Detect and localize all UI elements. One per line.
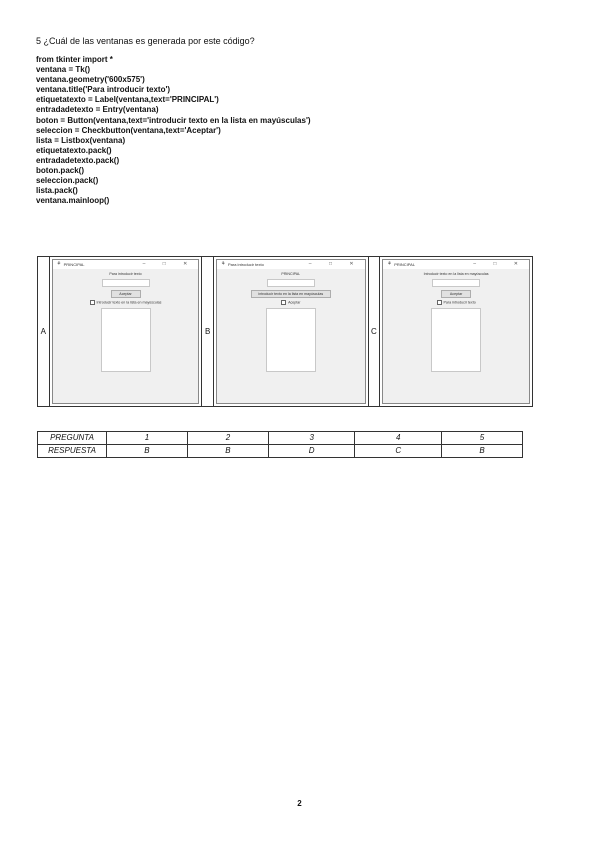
question-row: [38, 432, 523, 445]
code-line: seleccion = Checkbutton(ventana,text='Aceptar'): [36, 125, 221, 135]
window-titlebar: [383, 260, 529, 269]
page-number: 2: [297, 799, 302, 808]
option-window-b: [214, 257, 369, 407]
window-listbox: [101, 308, 151, 372]
question-number: 1: [107, 432, 188, 445]
code-line: ventana = Tk(): [36, 65, 91, 75]
window-title: PRINCIPAL: [63, 262, 85, 267]
code-line: lista = Listbox(ventana): [36, 135, 126, 145]
code-line: boton = Button(ventana,text='introducir texto en la lista en mayúsculas'): [36, 115, 311, 125]
window-controls: – □ ✕: [473, 261, 526, 267]
question-number: 2: [187, 432, 268, 445]
window-button: introducir texto en la lista en mayúsculas: [251, 290, 331, 298]
window-titlebar: [217, 260, 365, 269]
window-controls: – □ ✕: [142, 261, 196, 267]
option-letter-b: B: [202, 257, 214, 407]
code-line: entradadetexto.pack(): [36, 155, 120, 165]
window-label: Introducir texto en la lista en mayúsculas: [423, 272, 489, 276]
code-line: boton.pack(): [36, 166, 84, 176]
code-line: from tkinter import *: [36, 55, 113, 64]
window-button: Aceptar: [111, 290, 141, 298]
answers-table: [37, 431, 523, 458]
window-entry: [432, 279, 480, 287]
checkbox-icon: [437, 300, 442, 305]
window-checkbutton: [53, 300, 199, 305]
code-line: entradadetexto = Entry(ventana): [36, 105, 159, 115]
respuesta-header: RESPUESTA: [38, 445, 107, 458]
window-checkbutton: [217, 300, 365, 305]
window-title: PRINCIPAL: [394, 262, 416, 267]
window-label: PRINCIPAL: [281, 272, 301, 276]
window-listbox: [431, 308, 481, 372]
window-button: Aceptar: [441, 290, 471, 298]
response-cell[interactable]: D: [268, 445, 355, 458]
window-controls: – □ ✕: [308, 261, 362, 267]
response-row: [38, 445, 523, 458]
option-letter-c: C: [368, 257, 380, 407]
feather-icon: ⚘: [221, 261, 226, 267]
window-listbox: [266, 308, 316, 372]
code-line: ventana.title('Para introducir texto'): [36, 85, 171, 95]
checkbox-icon: [281, 300, 286, 305]
code-line: ventana.geometry('600x575'): [36, 75, 145, 85]
response-cell[interactable]: C: [355, 445, 442, 458]
code-line: etiquetatexto.pack(): [36, 145, 112, 155]
option-window-a: [49, 257, 202, 407]
question-number: 5: [442, 432, 523, 445]
code-line: etiquetatexto = Label(ventana,text='PRINCIPAL'): [36, 95, 219, 105]
window-screenshot: [52, 259, 200, 404]
window-titlebar: [53, 260, 199, 269]
question-number: 3: [268, 432, 355, 445]
window-checkbutton: [383, 300, 529, 305]
pregunta-header: PREGUNTA: [38, 432, 107, 445]
question-number: 4: [355, 432, 442, 445]
window-entry: [267, 279, 315, 287]
option-window-c: [380, 257, 533, 407]
options-table: [37, 256, 533, 407]
window-entry: [102, 279, 150, 287]
code-line: ventana.mainloop(): [36, 196, 110, 206]
option-letter-a: A: [38, 257, 50, 407]
code-line: seleccion.pack(): [36, 176, 99, 186]
window-checkbutton-label: Aceptar: [288, 300, 301, 305]
feather-icon: ⚘: [56, 261, 62, 267]
response-cell[interactable]: B: [107, 445, 188, 458]
window-label: Para introducir texto: [109, 272, 142, 276]
window-screenshot: [382, 259, 530, 404]
window-screenshot: [216, 259, 366, 404]
response-cell[interactable]: B: [442, 445, 523, 458]
checkbox-icon: [90, 300, 95, 305]
response-cell[interactable]: B: [187, 445, 268, 458]
window-checkbutton-label: Introducir texto en la lista en mayúsculas: [96, 300, 162, 305]
window-checkbutton-label: Para introducir texto: [443, 300, 476, 305]
code-line: lista.pack(): [36, 186, 78, 196]
code-block: [36, 55, 311, 206]
question-text: 5 ¿Cuál de las ventanas es generada por este código?: [36, 36, 255, 46]
window-title: Para introducir texto: [228, 262, 264, 267]
feather-icon: ⚘: [387, 261, 392, 267]
